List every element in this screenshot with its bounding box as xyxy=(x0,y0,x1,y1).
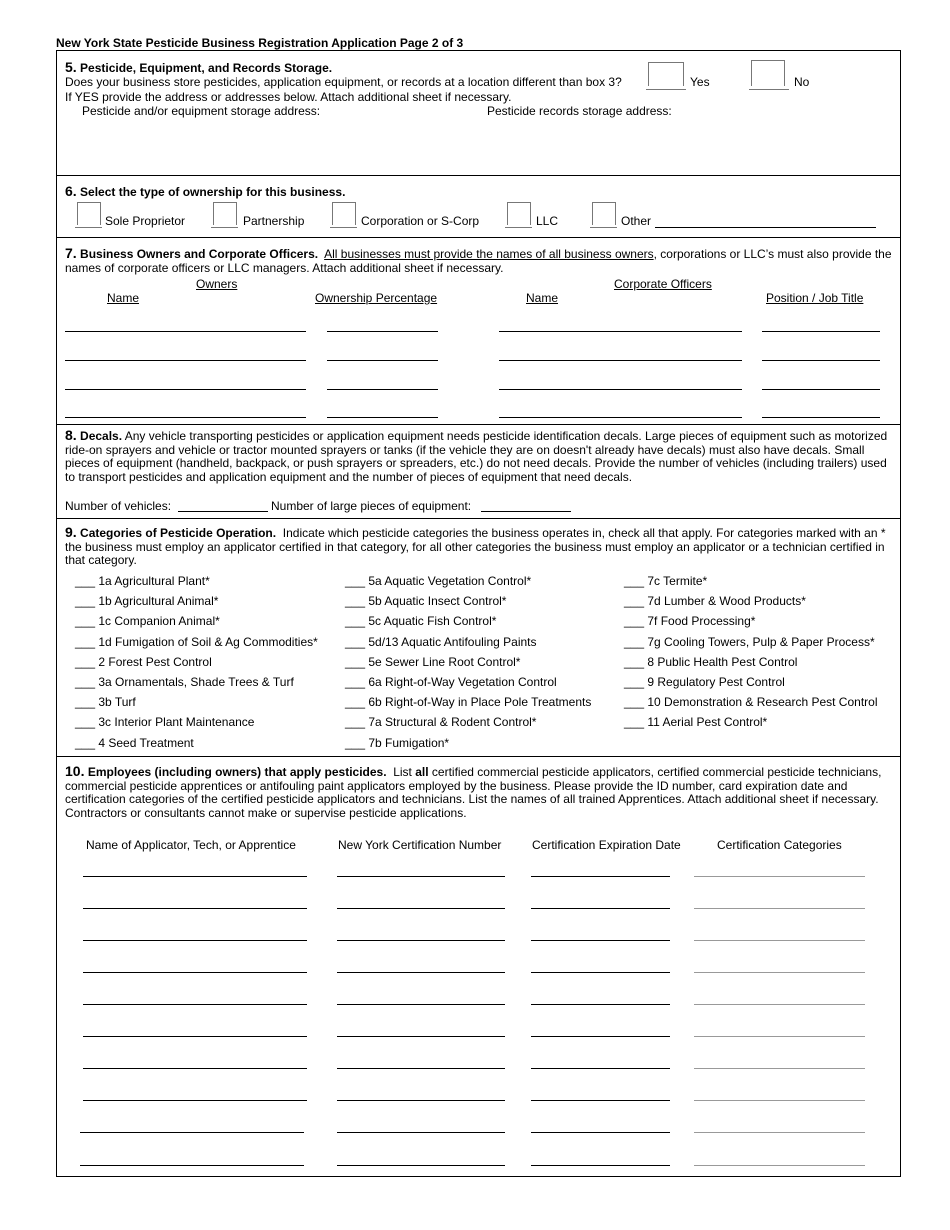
ownership-percentage-field[interactable] xyxy=(327,389,438,390)
owners-label: Owners xyxy=(196,277,238,291)
ownership-percentage-header: Ownership Percentage xyxy=(315,291,438,305)
categories-header: Certification Categories xyxy=(717,838,842,852)
category-checkbox-blank[interactable]: ___ xyxy=(75,715,96,730)
page-title: New York State Pesticide Business Registration Application Page 2 of 3 xyxy=(56,36,464,50)
owner-name-field[interactable] xyxy=(65,389,306,390)
corporate-officers-label: Corporate Officers xyxy=(614,277,712,291)
category-label: 1d Fumigation of Soil & Ag Commodities* xyxy=(98,634,318,649)
category-label: 7d Lumber & Wood Products* xyxy=(647,594,806,609)
section8-text-block: 8. Decals. Any vehicle transporting pesticides or application equipment needs pesticide identification decals. Large pieces of equipment such as motorized ride-on sprayers and vehicle or tractor mounted sprayers or tanks (if the vehicle they are on doesn't already have decals) must also have decals. Small pieces of equipment (handheld, backpack, or push sprayers or spreaders, etc.) do not need decals. Provide the number of vehicles (including trailers) used to transport pesticides and application equipment and the number of pieces of equipment that need decals. xyxy=(65,427,888,485)
checkbox-line xyxy=(505,227,532,228)
owner-name-field[interactable] xyxy=(65,417,306,418)
category-checkbox-blank[interactable]: ___ xyxy=(345,715,366,730)
category-checkbox-blank[interactable]: ___ xyxy=(345,634,366,649)
position-field[interactable] xyxy=(762,360,880,361)
category-label: 4 Seed Treatment xyxy=(98,735,194,750)
expiration-date-field[interactable] xyxy=(531,940,670,941)
category-item[interactable] xyxy=(75,736,194,750)
corporation-label: Corporation or S-Corp xyxy=(361,214,480,228)
section5-instruction: If YES provide the address or addresses below. Attach additional sheet if necessary. xyxy=(65,90,512,104)
checkbox-line xyxy=(211,227,238,228)
section9-text: Indicate which pesticide categories the business operates in, check all that apply. For categories marked with an * the business must employ an applicator certified in that category, for all other categories the business must employ an applicator or a technician certified in that category. xyxy=(65,526,886,568)
category-item[interactable] xyxy=(75,594,218,608)
category-label: 1b Agricultural Animal* xyxy=(98,594,219,609)
sole-proprietor-label: Sole Proprietor xyxy=(105,214,186,228)
category-item[interactable] xyxy=(345,635,537,649)
category-label: 10 Demonstration & Research Pest Control xyxy=(647,695,878,710)
sole-proprietor-checkbox[interactable] xyxy=(77,202,101,225)
category-item[interactable] xyxy=(75,675,294,689)
yes-label: Yes xyxy=(690,75,710,89)
officer-name-field[interactable] xyxy=(499,417,742,418)
category-item[interactable] xyxy=(75,695,136,709)
cert-categories-field[interactable] xyxy=(694,876,865,877)
expiration-date-field[interactable] xyxy=(531,1004,670,1005)
cert-number-field[interactable] xyxy=(337,876,505,877)
category-item[interactable] xyxy=(624,715,767,729)
applicator-name-field[interactable] xyxy=(83,908,307,909)
category-label: 6b Right-of-Way in Place Pole Treatments xyxy=(368,695,592,710)
checkbox-line xyxy=(75,227,102,228)
category-checkbox-blank[interactable]: ___ xyxy=(345,654,366,669)
category-label: 9 Regulatory Pest Control xyxy=(647,675,785,689)
expiration-date-field[interactable] xyxy=(531,1036,670,1037)
category-label: 5e Sewer Line Root Control* xyxy=(368,654,521,669)
category-item[interactable] xyxy=(345,715,536,729)
position-header: Position / Job Title xyxy=(766,291,864,305)
category-checkbox-blank[interactable]: ___ xyxy=(345,574,366,588)
section-divider xyxy=(56,756,901,757)
owner-name-header: Name xyxy=(107,291,140,305)
applicator-name-field[interactable] xyxy=(80,1165,304,1166)
cert-categories-field[interactable] xyxy=(694,1132,865,1133)
category-label: 1a Agricultural Plant* xyxy=(98,574,210,588)
section8-text: Any vehicle transporting pesticides or application equipment needs pesticide identification decals. Large pieces of equipment such as motorized ride-on sprayers and vehicle or tractor mounted sprayers or tanks (if the vehicle they are on doesn't already have decals) must also have decals. Small pieces of equipment (handheld, backpack, or push sprayers or spreaders, etc.) do not need decals. Provide the number of vehicles (including trailers) used to transport pesticides and application equipment and the number of pieces of equipment that need decals. xyxy=(65,429,888,485)
cert-number-field[interactable] xyxy=(337,940,505,941)
expiration-date-field[interactable] xyxy=(531,1068,670,1069)
applicator-name-field[interactable] xyxy=(83,876,307,877)
section9-title: Categories of Pesticide Operation. xyxy=(80,526,277,540)
category-label: 11 Aerial Pest Control* xyxy=(647,715,768,730)
cert-categories-field[interactable] xyxy=(694,1036,865,1037)
cert-categories-field[interactable] xyxy=(694,1100,865,1101)
category-label: 3a Ornamentals, Shade Trees & Turf xyxy=(98,675,294,689)
category-checkbox-blank[interactable]: ___ xyxy=(75,735,96,750)
llc-checkbox[interactable] xyxy=(507,202,531,225)
llc-label: LLC xyxy=(536,214,559,228)
expiration-header: Certification Expiration Date xyxy=(532,838,681,852)
cert-number-field[interactable] xyxy=(337,1100,505,1101)
category-item[interactable] xyxy=(624,635,875,649)
section5-title: Pesticide, Equipment, and Records Storage. xyxy=(80,61,333,75)
other-label: Other xyxy=(621,214,652,228)
owner-name-field[interactable] xyxy=(65,360,306,361)
section-divider xyxy=(56,424,901,425)
expiration-date-field[interactable] xyxy=(531,1100,670,1101)
category-checkbox-blank[interactable]: ___ xyxy=(345,675,366,689)
ownership-percentage-field[interactable] xyxy=(327,417,438,418)
cert-categories-field[interactable] xyxy=(694,972,865,973)
category-checkbox-blank[interactable]: ___ xyxy=(345,594,366,609)
cert-number-header: New York Certification Number xyxy=(338,838,502,852)
cert-categories-field[interactable] xyxy=(694,1068,865,1069)
position-field[interactable] xyxy=(762,389,880,390)
category-label: 7c Termite* xyxy=(647,574,708,588)
ownership-percentage-field[interactable] xyxy=(327,331,438,332)
category-label: 8 Public Health Pest Control xyxy=(647,654,798,669)
cert-categories-field[interactable] xyxy=(694,1004,865,1005)
category-label: 7g Cooling Towers, Pulp & Paper Process* xyxy=(647,634,875,649)
officer-name-field[interactable] xyxy=(499,360,742,361)
owner-name-field[interactable] xyxy=(65,331,306,332)
category-label: 1c Companion Animal* xyxy=(98,614,220,629)
category-checkbox-blank[interactable]: ___ xyxy=(624,614,645,629)
section7-text: , corporations or LLC’s must also provide the names of corporate officers or LLC managers. Attach additional sheet if necessary. xyxy=(65,247,892,275)
vehicles-label: Number of vehicles: xyxy=(65,499,172,513)
applicator-name-field[interactable] xyxy=(83,940,307,941)
category-checkbox-blank[interactable]: ___ xyxy=(75,654,96,669)
equipment-field[interactable] xyxy=(481,511,571,512)
cert-number-field[interactable] xyxy=(337,1165,505,1166)
cert-number-field[interactable] xyxy=(337,1004,505,1005)
category-checkbox-blank[interactable]: ___ xyxy=(624,654,645,669)
checkbox-line xyxy=(590,227,617,228)
category-item[interactable] xyxy=(345,614,496,628)
category-label: 5d/13 Aquatic Antifouling Paints xyxy=(368,634,537,649)
category-item[interactable] xyxy=(624,574,707,588)
category-label: 5b Aquatic Insect Control* xyxy=(368,594,507,609)
category-checkbox-blank[interactable]: ___ xyxy=(624,634,645,649)
category-item[interactable] xyxy=(624,655,797,669)
section7-underlined: All businesses must provide the names of all business owners xyxy=(324,247,654,261)
vehicles-field[interactable] xyxy=(178,511,268,512)
category-checkbox-blank[interactable]: ___ xyxy=(75,574,96,588)
other-field[interactable] xyxy=(655,227,876,228)
partnership-label: Partnership xyxy=(243,214,305,228)
expiration-date-field[interactable] xyxy=(531,876,670,877)
section10-text-a: List xyxy=(393,765,416,779)
category-label: 6a Right-of-Way Vegetation Control xyxy=(368,675,557,689)
category-item[interactable] xyxy=(624,594,806,608)
cert-number-field[interactable] xyxy=(337,972,505,973)
position-field[interactable] xyxy=(762,417,880,418)
category-item[interactable] xyxy=(345,675,557,689)
applicator-name-field[interactable] xyxy=(83,1036,307,1037)
section8-title: Decals. xyxy=(80,429,123,443)
category-item[interactable] xyxy=(345,655,520,669)
category-item[interactable] xyxy=(624,675,785,689)
section-divider xyxy=(56,518,901,519)
cert-categories-field[interactable] xyxy=(694,940,865,941)
records-address-label: Pesticide records storage address: xyxy=(487,104,672,118)
cert-number-field[interactable] xyxy=(337,1068,505,1069)
expiration-date-field[interactable] xyxy=(531,972,670,973)
section7-title: Business Owners and Corporate Officers. xyxy=(80,247,319,261)
officer-name-field[interactable] xyxy=(499,331,742,332)
expiration-date-field[interactable] xyxy=(531,908,670,909)
category-item[interactable] xyxy=(75,635,318,649)
category-checkbox-blank[interactable]: ___ xyxy=(624,574,645,588)
yes-blank-line xyxy=(646,89,686,90)
category-label: 7f Food Processing* xyxy=(647,614,756,629)
category-item[interactable] xyxy=(345,695,591,709)
yes-checkbox[interactable] xyxy=(648,62,684,86)
equipment-label: Number of large pieces of equipment: xyxy=(271,499,472,513)
checkbox-line xyxy=(330,227,357,228)
section5-heading: 5. Pesticide, Equipment, and Records Storage. xyxy=(65,59,333,75)
category-checkbox-blank[interactable]: ___ xyxy=(624,715,645,730)
applicator-name-field[interactable] xyxy=(83,1068,307,1069)
category-item[interactable] xyxy=(345,736,449,750)
section6-title: Select the type of ownership for this business. xyxy=(80,185,346,199)
section10-text-b: certified commercial pesticide applicators, certified commercial pesticide technicians, commercial pesticide apprentices or antifouling paint applicators employed by the business. Please provide the ID number, card expiration date and certification categories of the certified pesticide applicators and technicians. List the names of all trained Apprentices. Attach additional sheet if necessary. Contractors or consultants cannot make or supervise pesticide applications. xyxy=(65,765,882,821)
category-label: 3c Interior Plant Maintenance xyxy=(98,715,255,730)
category-checkbox-blank[interactable]: ___ xyxy=(624,594,645,609)
category-item[interactable] xyxy=(624,695,877,709)
position-field[interactable] xyxy=(762,331,880,332)
category-label: 5c Aquatic Fish Control* xyxy=(368,614,497,629)
officer-name-field[interactable] xyxy=(499,389,742,390)
category-checkbox-blank[interactable]: ___ xyxy=(75,675,96,689)
ownership-percentage-field[interactable] xyxy=(327,360,438,361)
category-item[interactable] xyxy=(624,614,755,628)
category-label: 7b Fumigation* xyxy=(368,735,450,750)
category-checkbox-blank[interactable]: ___ xyxy=(75,695,96,710)
expiration-date-field[interactable] xyxy=(531,1165,670,1166)
category-checkbox-blank[interactable]: ___ xyxy=(345,735,366,750)
cert-number-field[interactable] xyxy=(337,1132,505,1133)
cert-number-field[interactable] xyxy=(337,1036,505,1037)
officer-name-header: Name xyxy=(526,291,559,305)
category-checkbox-blank[interactable]: ___ xyxy=(75,614,96,629)
section7-heading: 7. Business Owners and Corporate Officers. All businesses must provide the names of all business owners, corporations or LLC’s must also provide the names of corporate officers or LLC managers. Attach additional sheet if necessary. xyxy=(65,245,892,275)
category-item[interactable] xyxy=(345,574,531,588)
section10-title: Employees (including owners) that apply pesticides. xyxy=(87,765,387,779)
category-checkbox-blank[interactable]: ___ xyxy=(624,695,645,710)
category-label: 3b Turf xyxy=(98,695,136,710)
expiration-date-field[interactable] xyxy=(531,1132,670,1133)
storage-address-label: Pesticide and/or equipment storage address: xyxy=(82,104,321,118)
category-item[interactable] xyxy=(75,614,220,628)
applicator-name-field[interactable] xyxy=(83,1100,307,1101)
section-divider xyxy=(56,237,901,238)
applicator-name-field[interactable] xyxy=(83,972,307,973)
category-checkbox-blank[interactable]: ___ xyxy=(345,695,366,710)
category-checkbox-blank[interactable]: ___ xyxy=(75,594,96,609)
category-label: 7a Structural & Rodent Control* xyxy=(368,715,537,730)
section10-text-block: 10. Employees (including owners) that apply pesticides. List all certified commercial pesticide applicators, certified commercial pesticide technicians, commercial pesticide apprentices or antifouling paint applicators employed by the business. Please provide the ID number, card expiration date and certification categories of the certified pesticide applicators and technicians. List the names of all trained Apprentices. Attach additional sheet if necessary. Contractors or consultants cannot make or supervise pesticide applications. xyxy=(65,763,882,821)
cert-number-field[interactable] xyxy=(337,908,505,909)
category-checkbox-blank[interactable]: ___ xyxy=(345,614,366,629)
no-blank-line xyxy=(749,89,789,90)
section9-text-block: 9. Categories of Pesticide Operation. Indicate which pesticide categories the business operates in, check all that apply. For categories marked with an * the business must employ an applicator certified in that category, for all other categories the business must employ an applicator or a technician certified in that category. xyxy=(65,524,886,568)
section10-text-bold: all xyxy=(415,765,429,779)
category-item[interactable] xyxy=(75,574,210,588)
applicator-name-field[interactable] xyxy=(80,1132,304,1133)
cert-categories-field[interactable] xyxy=(694,1165,865,1166)
no-checkbox[interactable] xyxy=(751,60,785,86)
applicator-name-field[interactable] xyxy=(83,1004,307,1005)
other-checkbox[interactable] xyxy=(592,202,616,225)
section-divider xyxy=(56,175,901,176)
partnership-checkbox[interactable] xyxy=(213,202,237,225)
corporation-checkbox[interactable] xyxy=(332,202,356,225)
applicator-name-header: Name of Applicator, Tech, or Apprentice xyxy=(86,838,296,852)
section5-question: Does your business store pesticides, application equipment, or records at a location different than box 3? xyxy=(65,75,622,89)
category-checkbox-blank[interactable]: ___ xyxy=(75,634,96,649)
category-item[interactable] xyxy=(75,655,212,669)
no-label: No xyxy=(794,75,810,89)
cert-categories-field[interactable] xyxy=(694,908,865,909)
category-checkbox-blank[interactable]: ___ xyxy=(624,675,645,689)
category-item[interactable] xyxy=(75,715,254,729)
section6-heading: 6. Select the type of ownership for this business. xyxy=(65,183,346,199)
category-item[interactable] xyxy=(345,594,506,608)
category-label: 2 Forest Pest Control xyxy=(98,654,212,669)
category-label: 5a Aquatic Vegetation Control* xyxy=(368,574,532,588)
